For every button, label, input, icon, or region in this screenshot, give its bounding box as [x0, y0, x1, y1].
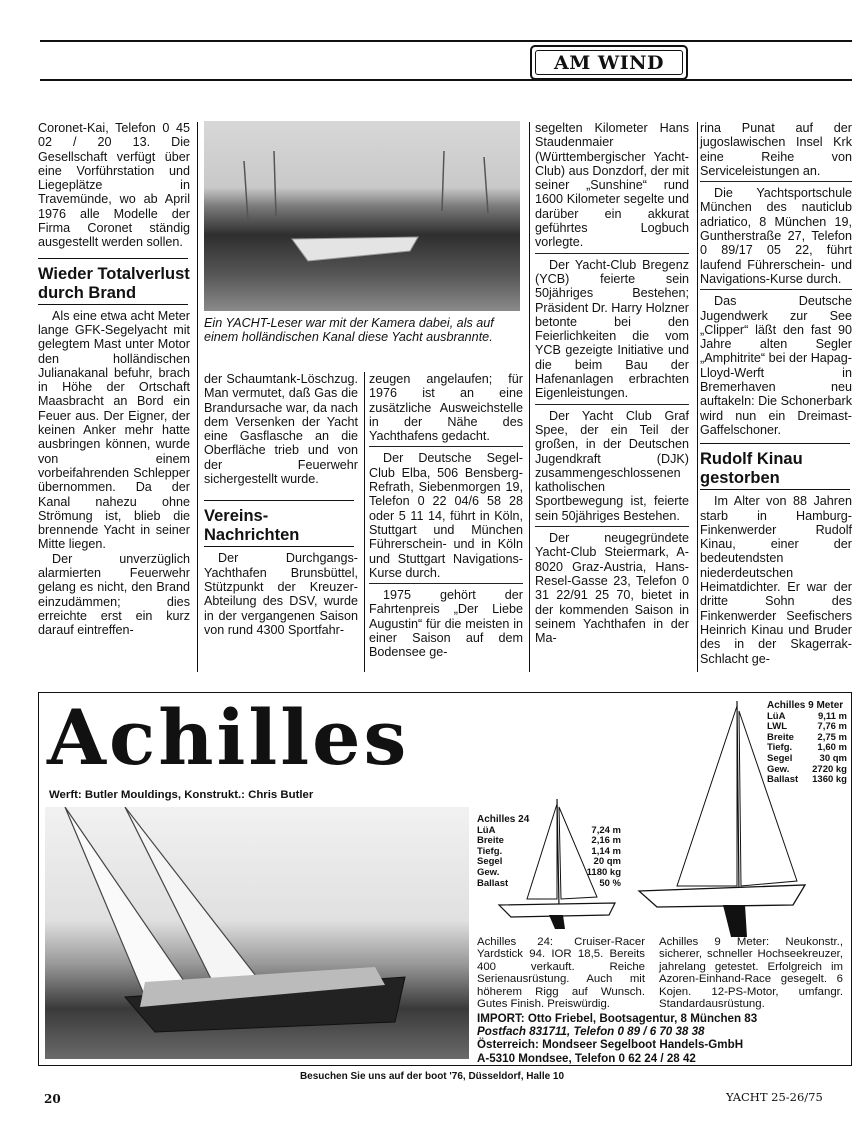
- importer-info: [477, 1012, 847, 1065]
- spec-value: 2,75 m: [817, 731, 847, 743]
- boat-show-notice: Besuchen Sie uns auf der boot '76, Düsseldorf, Halle 10: [299, 1071, 565, 1082]
- article-column-1: [38, 121, 190, 638]
- spec-value: 50 %: [599, 877, 621, 889]
- sailing-yacht-photo: [45, 807, 469, 1059]
- article-paragraph: zeugen angelaufen; für 1976 ist an eine zusätzliche Ausweichstelle in der Nähe des Yachthafens gedacht.: [369, 372, 523, 444]
- header-rule-bottom: [40, 79, 852, 81]
- article-paragraph: Der Durchgangs-Yachthafen Brunsbüttel, Stützpunkt der Kreuzer-Abteilung des DSV, wurde in der vergangenen Saison von rund 4300 Sportfahr-: [204, 551, 358, 637]
- spec-label: Breite: [477, 835, 504, 847]
- spec-value: 20 qm: [593, 856, 621, 868]
- paragraph-divider: [535, 404, 689, 405]
- heading-rule: [204, 500, 354, 501]
- spec-label: Ballast: [767, 774, 799, 786]
- heading-rule: [38, 304, 188, 305]
- spec-value: 1,60 m: [817, 742, 847, 754]
- article-paragraph: Das Deutsche Jugendwerk zur See „Clipper“ läßt den fast 90 Jahre alten Segler „Amphitrite“ bei der Hapag-Lloyd-Werft in Bremerhaven neu auftakeln: Die Schonerbark wird nun ein Dreimast-Gaffelschoner.: [700, 294, 852, 437]
- paragraph-divider: [369, 446, 523, 447]
- spec-value: 1360 kg: [812, 774, 847, 786]
- article-paragraph: Der unverzüglich alarmierten Feuerwehr gelang es nicht, den Brand einzudämmen; dies erreichte erst ein kurz darauf eintreffen-: [38, 551, 190, 638]
- article-paragraph: rina Punat auf der jugoslawischen Insel Krk eine Reihe von Serviceleistungen an.: [700, 121, 852, 178]
- page-number: 20: [44, 1092, 61, 1106]
- heading-rule: [204, 546, 354, 547]
- spec-value: 2720 kg: [812, 763, 847, 775]
- column-separator: [364, 372, 365, 672]
- column-separator: [197, 122, 198, 672]
- photo-caption: Ein YACHT-Leser war mit der Kamera dabei, als auf einem holländischen Kanal diese Yacht ausbrannte.: [204, 316, 494, 345]
- section-label-box: [530, 45, 688, 80]
- article-column-3: [369, 372, 523, 660]
- paragraph-divider: [369, 583, 523, 584]
- column-separator: [529, 122, 530, 672]
- article-column-5: [700, 121, 852, 666]
- ad-shipyard: Werft: Butler Mouldings, Konstrukt.: Chris Butler: [49, 789, 314, 801]
- paragraph-divider: [700, 181, 852, 182]
- importer-line: Österreich: Mondseer Segelboot Handels-GmbH: [477, 1038, 744, 1052]
- achilles-advertisement: [38, 692, 852, 1066]
- spec-label: Tiefg.: [767, 742, 793, 754]
- boat-hull-icon: [204, 121, 520, 311]
- article-paragraph: Der Deutsche Segel-Club Elba, 506 Bensberg-Refrath, Siebenmorgen 19, Telefon 0 22 04/6 58 28 oder 5 11 14, führt in Köln, Stuttgart und München Führerschein- und in Köln und Stuttgart Navigations-Kurse durch.: [369, 451, 523, 580]
- article-paragraph: Im Alter von 88 Jahren starb in Hamburg-Finkenwerder Rudolf Kinau, einer der bedeutendsten niederdeutschen Heimatdichter. Er war der dritte Sohn des Finkenwerder Seefischers Heinrich Kinau und Bruder des in der Skagerrak-Schlacht ge-: [700, 494, 852, 666]
- article-heading: Rudolf Kinau gestorben: [700, 450, 803, 488]
- spec-value: 2,16 m: [591, 835, 621, 847]
- article-paragraph: Der neugegründete Yacht-Club Steiermark, A-8020 Graz-Austria, Hans-Resel-Gasse 23, Telefon 0 31 22/91 25 70, bietet in der kommenden Saison in seinem Yachthafen in der Ma-: [535, 531, 689, 646]
- importer-line: Postfach 831711, Telefon 0 89 / 6 70 38 38: [477, 1025, 705, 1039]
- article-paragraph: der Schaumtank-Löschzug. Man vermutet, daß Gas die Brandursache war, da nach dem Versenken der Yacht eine Gasflasche an die Oberfläche trieb und von der Feuerwehr sichergestellt wurde.: [204, 372, 358, 487]
- importer-line: IMPORT: Otto Friebel, Bootsagentur, 8 München 83: [477, 1012, 758, 1025]
- spec-label: Gew.: [477, 866, 500, 878]
- importer-line: A-5310 Mondsee, Telefon 0 62 24 / 28 42: [477, 1051, 696, 1065]
- spec-label: Ballast: [477, 877, 509, 889]
- spec-title: Achilles 24: [477, 814, 530, 825]
- sailboat-icon: [45, 807, 469, 1059]
- spec-value: 1180 kg: [586, 866, 621, 878]
- spec-label: Breite: [767, 731, 794, 743]
- article-paragraph: 1975 gehört der Fahrtenpreis „Der Liebe Augustin“ für die meisten in einer Saison auf dem Bodensee ge-: [369, 588, 523, 660]
- article-heading: Wieder Totalverlust durch Brand: [38, 264, 190, 302]
- header-rule-top: [40, 40, 852, 42]
- section-label: AM WIND: [554, 51, 664, 74]
- achilles-9-description: Achilles 9 Meter: Neukonstr., sicherer, schneller Hochseekreuzer, jahrelang getestet. Erfolgreich im Azoren-Einhand-Race gesegelt. 6 Kojen. 12-PS-Motor, umfangr. Standardausrüstung.: [659, 936, 843, 1011]
- article-paragraph: Als eine etwa acht Meter lange GFK-Segelyacht mit gelegtem Mast unter Motor den holländischen Julianakanal befuhr, brach in Höhe der Ortschaft Maasbracht an Bord ein Feuer aus. Der Eigner, der keinen Anker mehr hatte ausbringen können, wurde von einem vorbeifahrenden Schlepper übernommen. Da der Kanal nahezu ohne Strömung ist, blieb die brennende Yacht in seiner Mitte liegen.: [38, 308, 190, 552]
- spec-label: LWL: [767, 721, 788, 733]
- achilles-24-description: Achilles 24: Cruiser-Racer Yardstick 94. IOR 18,5. Bereits 400 verkauft. Reiche Serienausrüstung. Auch mit höherem Rigg auf Wunsch. Gutes Finish. Preiswürdig.: [477, 936, 645, 1011]
- heading-rule: [38, 258, 188, 259]
- spec-value: 7,76 m: [817, 721, 847, 733]
- spec-title: Achilles 9 Meter: [767, 700, 844, 711]
- article-paragraph: segelten Kilometer Hans Staudenmaier (Württembergischer Yacht-Club) aus Donzdorf, der mit seiner „Sunshine“ rund 1600 Kilometer segelte und darüber ein akkurat geführtes Logbuch vorlegte.: [535, 121, 689, 250]
- spec-label: Tiefg.: [477, 845, 503, 857]
- article-paragraph: Der Yacht-Club Bregenz (YCB) feierte sein 50jähriges Bestehen; Präsident Dr. Harry Holzner betonte bei den Feierlichkeiten die vom YCB gezeigte Initiative und die beim Bau der Hafenanlagen erbrachten Eigenleistungen.: [535, 257, 689, 401]
- article-heading: Vereins-Nachrichten: [204, 507, 300, 545]
- magazine-issue: YACHT 25-26/75: [726, 1090, 823, 1104]
- spec-label: Segel: [767, 752, 793, 764]
- article-column-2: [204, 372, 358, 637]
- column-separator: [697, 122, 698, 672]
- spec-label: LüA: [477, 824, 496, 836]
- boat-fire-photo: [204, 121, 520, 311]
- paragraph-divider: [535, 526, 689, 527]
- article-column-4: [535, 121, 689, 645]
- ad-brand-logo: Achilles: [47, 693, 410, 782]
- paragraph-divider: [535, 253, 689, 254]
- spec-label: Gew.: [767, 763, 790, 775]
- spec-value: 1,14 m: [591, 845, 621, 857]
- article-paragraph: Coronet-Kai, Telefon 0 45 02 / 20 13. Die Gesellschaft verfügt über eine Vorführstation und Liegeplätze in Travemünde, wo ab April 1976 alle Modelle der Firma Coronet ständig ausgestellt werden sollen.: [38, 121, 190, 250]
- spec-label: Segel: [477, 856, 503, 868]
- paragraph-divider: [700, 289, 852, 290]
- article-paragraph: Die Yachtsportschule München des nauticlub adriatico, 8 München 19, Guntherstraße 27, Telefon 0 89/17 05 22, führt laufend Führerschein- und Navigations-Kurse durch.: [700, 186, 852, 286]
- article-paragraph: Der Yacht Club Graf Spee, der ein Teil der großen, in der Deutschen Jugendkraft (DJK) zusammengeschlossenen katholischen Sportbewegung ist, feierte sein 50jähriges Bestehen.: [535, 408, 689, 523]
- heading-rule: [700, 489, 850, 490]
- achilles-24-drawing-icon: [497, 799, 627, 929]
- spec-value: 7,24 m: [591, 824, 621, 836]
- spec-label: LüA: [767, 710, 786, 722]
- achilles-9-drawing-icon: [637, 701, 807, 941]
- spec-value: 30 qm: [819, 752, 847, 764]
- spec-value: 9,11 m: [817, 710, 847, 722]
- heading-rule: [700, 443, 850, 444]
